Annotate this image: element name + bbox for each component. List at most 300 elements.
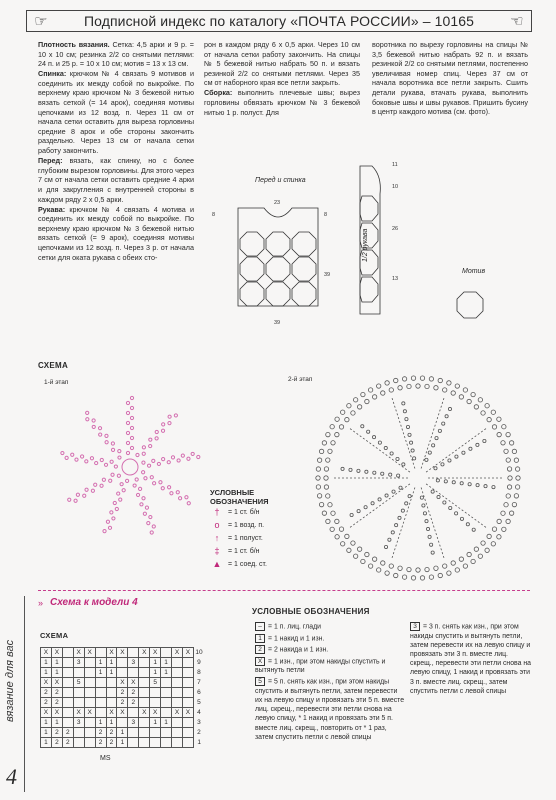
stage2-label: 2-й этап: [288, 376, 313, 383]
chain-stitch-mark: [112, 517, 115, 520]
chain-stitch-mark: [487, 417, 491, 421]
chain-stitch-mark: [155, 430, 158, 433]
knit-chart-cell: 1: [41, 668, 52, 678]
knit-chart-cell: 2: [95, 728, 106, 738]
legend-symbol: ▲: [212, 559, 222, 569]
knit-legend-symbol: –: [255, 622, 265, 631]
chain-stitch-mark: [339, 425, 343, 429]
chain-stitch-mark: [95, 461, 98, 464]
chain-stitch-mark: [330, 527, 334, 531]
chain-stitch-mark: [130, 426, 133, 429]
chain-stitch-mark: [504, 503, 508, 507]
chain-stitch-mark: [91, 489, 94, 492]
knit-chart-cell: [106, 678, 117, 688]
chain-stitch-mark: [174, 414, 177, 417]
knit-chart-cell: 2: [106, 728, 117, 738]
knit-chart-row: [41, 658, 205, 668]
chain-stitch-mark: [509, 441, 513, 445]
knit-chart-cell: 1: [51, 718, 62, 728]
dim-top-left: 8: [212, 212, 216, 218]
knit-chart-cell: 1: [150, 658, 161, 668]
chain-stitch-mark: [147, 464, 150, 467]
knit-chart-cell: [172, 658, 183, 668]
chain-stitch-mark: [114, 465, 117, 468]
knit-chart-cell: [139, 688, 150, 698]
chain-stitch-mark: [420, 576, 424, 580]
model4-title: Схема к модели 4: [50, 597, 138, 608]
schema-title: СХЕМА: [38, 361, 69, 370]
chain-stitch-mark: [90, 457, 93, 460]
chain-stitch-mark: [143, 512, 146, 515]
knit-chart-cell: [182, 738, 193, 748]
chain-stitch-mark: [115, 507, 118, 510]
knit-chart-cell: [172, 698, 183, 708]
knit-chart-row-number: 9: [197, 658, 201, 666]
chain-stitch-mark: [407, 567, 411, 571]
chain-stitch-mark: [159, 481, 162, 484]
chain-stitch-mark: [149, 438, 152, 441]
chain-stitch-mark: [162, 458, 165, 461]
knit-chart-cell: 1: [41, 658, 52, 668]
chain-stitch-mark: [71, 453, 74, 456]
chain-stitch-mark: [478, 554, 482, 558]
knit-chart-cell: [62, 708, 73, 718]
chain-stitch-mark: [353, 554, 357, 558]
knit-chart-cell: 1: [41, 738, 52, 748]
knit-chart-cell: 2: [41, 688, 52, 698]
chain-stitch-mark: [92, 425, 95, 428]
chain-stitch-mark: [106, 520, 109, 523]
col1-paragraph: Плотность вязания. Сетка: 4,5 арки и 9 р. = 10 х 10 см; резинка 2/2 со снятыми петлями: 24 п. и 25 р. = 10 х 10 см; мотив = 13 х 13 см.: [38, 40, 194, 69]
knit-chart-cell: 2: [106, 738, 117, 748]
chain-stitch-mark: [443, 388, 447, 392]
knit-chart-cell: 5: [73, 678, 84, 688]
chain-stitch-mark: [161, 487, 164, 490]
knit-legend-symbol: 5: [255, 677, 265, 686]
knit-chart-row-number: 5: [197, 698, 201, 706]
chain-stitch-mark: [381, 561, 385, 565]
side-rule: [24, 596, 25, 792]
chain-stitch-mark: [130, 396, 133, 399]
chain-stitch-mark: [438, 573, 442, 577]
knit-chart-row: [41, 738, 205, 748]
chain-stitch-mark: [118, 456, 121, 459]
chain-stitch-mark: [389, 388, 393, 392]
knit-chart-cell: [128, 738, 139, 748]
pointing-hand-left-icon: ☜: [510, 13, 524, 30]
knit-chart-cell: 2: [62, 738, 73, 748]
chain-stitch-mark: [345, 417, 349, 421]
knit-chart-cell: [182, 688, 193, 698]
knit-chart-row: [41, 728, 205, 738]
chain-stitch-mark: [197, 455, 200, 458]
chain-stitch-mark: [372, 557, 376, 561]
knit-chart-cell: [84, 678, 95, 688]
chain-stitch-mark: [319, 449, 323, 453]
knit-chart-cell: 1: [106, 668, 117, 678]
knit-legend-row: X = 1 изн., при этом накиды спустить и вытянуть петли: [255, 657, 386, 675]
chain-stitch-mark: [316, 476, 320, 480]
knit-chart-cell: X: [150, 708, 161, 718]
chain-stitch-mark: [76, 493, 79, 496]
chain-stitch-mark: [75, 458, 78, 461]
svg-text:13: 13: [392, 276, 399, 282]
stage2-circle-chart: [308, 368, 528, 588]
chain-stitch-mark: [516, 476, 520, 480]
chain-stitch-mark: [471, 392, 475, 396]
chain-stitch-mark: [319, 502, 323, 506]
knit-chart-row: [41, 718, 205, 728]
schema-legend-title: УСЛОВНЫЕ ОБОЗНАЧЕНИЯ: [210, 488, 269, 506]
chain-stitch-mark: [117, 474, 120, 477]
chain-stitch-mark: [491, 542, 495, 546]
chain-stitch-mark: [149, 444, 152, 447]
chain-stitch-mark: [497, 535, 501, 539]
knit-chart-cell: [73, 728, 84, 738]
knit-chart-cell: X: [172, 648, 183, 658]
chain-stitch-mark: [83, 494, 86, 497]
knit-chart-cell: [62, 678, 73, 688]
knit-chart-cell: X: [139, 648, 150, 658]
knit-chart-row: [41, 708, 205, 718]
dashed-separator: [38, 590, 530, 591]
chain-stitch-mark: [335, 535, 339, 539]
knit-chart-cell: X: [117, 648, 128, 658]
chain-stitch-mark: [451, 391, 455, 395]
chain-stitch-mark: [365, 399, 369, 403]
knit-chart-cell: [161, 698, 172, 708]
knit-chart-row-number: 1: [197, 738, 202, 746]
chain-stitch-mark: [120, 483, 123, 486]
motif-octagon: [240, 282, 264, 306]
chain-stitch-mark: [372, 395, 376, 399]
legend-row: [210, 519, 280, 532]
chain-stitch-mark: [455, 568, 459, 572]
chain-stitch-mark: [110, 511, 113, 514]
knit-chart-cell: [161, 738, 172, 748]
knit-chart-cell: X: [51, 678, 62, 688]
chain-stitch-mark: [136, 493, 139, 496]
chain-stitch-mark: [368, 564, 372, 568]
chain-stitch-mark: [326, 494, 330, 498]
chain-stitch-mark: [330, 425, 334, 429]
chain-stitch-mark: [168, 486, 171, 489]
knit-chart-cell: [128, 668, 139, 678]
model4-legend-left: [255, 622, 405, 744]
knit-chart-cell: X: [41, 708, 52, 718]
knit-chart-cell: [139, 658, 150, 668]
chain-stitch-mark: [142, 471, 145, 474]
chain-stitch-mark: [514, 458, 518, 462]
chain-stitch-mark: [340, 410, 344, 414]
knit-chart-cell: [84, 728, 95, 738]
knit-chart-cell: [62, 668, 73, 678]
chain-stitch-mark: [481, 541, 485, 545]
chain-stitch-mark: [324, 467, 328, 471]
col1-paragraph: Перед: вязать, как спинку, но с более глубоким вырезом горловины. Для этого через 7 см от начала сетки оставить средние 4 арки и для закругления с внутренней стороны в каждом ряду 2 х 0,5 арки.: [38, 156, 194, 204]
knit-legend-symbol: 3: [410, 622, 420, 631]
chain-stitch-mark: [515, 467, 519, 471]
legend-text: = 1 ст. б/н: [228, 548, 260, 555]
chain-stitch-mark: [463, 388, 467, 392]
knit-chart-row: [41, 698, 205, 708]
chain-stitch-mark: [130, 446, 133, 449]
knit-chart-cell: 2: [117, 698, 128, 708]
motif-octagon: [292, 257, 316, 281]
knit-chart-cell: X: [51, 708, 62, 718]
chain-stitch-mark: [317, 458, 321, 462]
chain-stitch-mark: [110, 460, 113, 463]
chain-stitch-mark: [512, 502, 516, 506]
knit-chart-cell: 1: [161, 668, 172, 678]
chain-stitch-mark: [126, 441, 129, 444]
knit-chart-cell: [150, 688, 161, 698]
motif-diagram: [455, 290, 485, 320]
knit-chart-cell: [95, 688, 106, 698]
svg-text:10: 10: [392, 184, 399, 190]
knit-chart-cell: [182, 718, 193, 728]
chain-stitch-mark: [485, 548, 489, 552]
chain-stitch-mark: [434, 386, 438, 390]
knit-chart-cell: 3: [128, 658, 139, 668]
chain-stitch-mark: [177, 459, 180, 462]
chain-stitch-mark: [331, 511, 335, 515]
chain-stitch-mark: [398, 566, 402, 570]
knit-chart-cell: X: [41, 678, 52, 688]
chain-stitch-mark: [416, 568, 420, 572]
knit-chart-cell: 1: [95, 658, 106, 668]
chain-stitch-mark: [150, 476, 153, 479]
knit-chart-cell: 3: [128, 718, 139, 728]
chain-stitch-mark: [68, 498, 71, 501]
chain-stitch-mark: [65, 456, 68, 459]
knit-chart-cell: X: [117, 678, 128, 688]
legend-text: = 1 ст. б/н: [228, 509, 260, 516]
chain-stitch-mark: [339, 527, 343, 531]
chain-stitch-mark: [335, 519, 339, 523]
knit-chart-cell: [161, 728, 172, 738]
knit-chart-cell: 2: [51, 738, 62, 748]
chain-stitch-mark: [181, 454, 184, 457]
chain-stitch-mark: [162, 423, 165, 426]
chain-stitch-mark: [501, 441, 505, 445]
knit-chart-cell: 2: [62, 728, 73, 738]
chain-stitch-mark: [85, 488, 88, 491]
knit-chart-cell: [172, 678, 183, 688]
dim-top-mid: 23: [274, 200, 281, 206]
knit-chart-cell: [161, 648, 172, 658]
chain-stitch-mark: [140, 503, 143, 506]
knit-chart-cell: 1: [117, 728, 128, 738]
chain-stitch-mark: [142, 497, 145, 500]
chain-stitch-mark: [361, 392, 365, 396]
knit-chart-cell: X: [73, 648, 84, 658]
chain-stitch-mark: [86, 411, 89, 414]
chain-stitch-mark: [502, 527, 506, 531]
chain-stitch-mark: [86, 418, 89, 421]
knit-chart-cell: [150, 738, 161, 748]
text-column-1: [38, 40, 194, 263]
chain-stitch-mark: [118, 450, 121, 453]
chain-stitch-mark: [389, 564, 393, 568]
knit-chart-cell: 3: [73, 718, 84, 728]
knit-legend-symbol: 2: [255, 645, 265, 654]
chain-stitch-mark: [385, 571, 389, 575]
dim-height: 39: [324, 272, 331, 278]
double-arrow-icon: »: [38, 598, 44, 608]
knit-chart-cell: 1: [161, 658, 172, 668]
knit-chart-cell: 2: [128, 688, 139, 698]
knit-chart-cell: [172, 738, 183, 748]
chain-stitch-mark: [471, 559, 475, 563]
knit-chart-cell: 1: [95, 668, 106, 678]
knit-chart-cell: [117, 668, 128, 678]
chain-stitch-mark: [111, 473, 114, 476]
legend-symbol: ↑: [214, 533, 220, 543]
chain-stitch-mark: [111, 442, 114, 445]
page-header: [26, 10, 532, 32]
chain-stitch-mark: [506, 519, 510, 523]
knit-chart-row: [41, 648, 205, 658]
chain-stitch-mark: [434, 566, 438, 570]
chain-stitch-mark: [126, 421, 129, 424]
chain-stitch-mark: [407, 384, 411, 388]
knit-chart-cell: [182, 658, 193, 668]
knit-legend-symbol: 1: [255, 634, 265, 643]
knit-chart-cell: [139, 728, 150, 738]
col2-paragraph: Сборка: выполнить плечевые швы; вырез горловины обвязать крючком № 3 бежевой нитью 1 р. полуст. Для: [204, 88, 360, 117]
knit-chart-cell: [161, 708, 172, 718]
knit-chart-cell: [128, 648, 139, 658]
knit-chart-cell: X: [106, 648, 117, 658]
knit-chart-cell: X: [128, 678, 139, 688]
legend-symbol: ‡: [214, 546, 220, 556]
chain-stitch-mark: [126, 451, 129, 454]
chain-stitch-mark: [104, 463, 107, 466]
chain-stitch-mark: [345, 534, 349, 538]
chain-stitch-mark: [98, 427, 101, 430]
knit-chart-cell: X: [51, 648, 62, 658]
chain-stitch-mark: [491, 410, 495, 414]
chain-stitch-mark: [147, 522, 150, 525]
legend-symbol: o: [214, 520, 220, 530]
chain-stitch-mark: [514, 494, 518, 498]
chain-stitch-mark: [103, 530, 106, 533]
chain-stitch-mark: [335, 417, 339, 421]
knit-chart-cell: 2: [51, 688, 62, 698]
chain-stitch-mark: [506, 432, 510, 436]
knit-chart-cell: X: [41, 648, 52, 658]
chain-stitch-mark: [94, 483, 97, 486]
legend-text: = 1 полуст.: [228, 535, 263, 542]
knit-legend-row: 3 = 3 п. снять как изн., при этом накиды спустить и вытянуть петли, затем перевести их на левую спицу и провязать эти 3 п. вместе лиц. скрещ., перевести эти петли снова на левую спицу, 1 накид и провязать эти 3 п. вместе лиц. скрещ., затем спустить петли с левой спицы: [410, 623, 532, 695]
chain-stitch-mark: [506, 458, 510, 462]
chain-stitch-mark: [459, 557, 463, 561]
chain-stitch-mark: [497, 432, 501, 436]
chain-stitch-mark: [515, 485, 519, 489]
chain-stitch-mark: [102, 478, 105, 481]
chain-stitch-mark: [150, 531, 153, 534]
knit-legend-symbol: X: [255, 657, 265, 666]
chain-stitch-mark: [347, 404, 351, 408]
motif-label: Мотив: [462, 268, 486, 275]
chain-stitch-mark: [133, 484, 136, 487]
legend-row: [210, 558, 280, 571]
chain-stitch-mark: [126, 431, 129, 434]
knit-chart-cell: [95, 648, 106, 658]
knit-chart-cell: 1: [161, 718, 172, 728]
chain-stitch-mark: [153, 482, 156, 485]
chain-stitch-mark: [376, 568, 380, 572]
chain-stitch-mark: [429, 377, 433, 381]
col2-paragraph: рон в каждом ряду 6 х 0,5 арки. Через 10 см от начала сетки работу закончить. На спицы № 5 бежевой нитью набрать 50 п. и вязать резинкой 2/2 со снятыми петлями. Через 35 см от наборного края все петли закрыть.: [204, 40, 360, 88]
legend-row: [210, 532, 280, 545]
chain-stitch-mark: [135, 478, 138, 481]
knit-chart-row-number: 8: [197, 668, 201, 676]
schema-legend: [210, 488, 280, 571]
chain-stitch-mark: [187, 457, 190, 460]
chain-stitch-mark: [328, 449, 332, 453]
chain-stitch-mark: [80, 455, 83, 458]
text-column-2: [204, 40, 360, 118]
knit-chart-row-number: 6: [197, 688, 201, 696]
chain-stitch-mark: [353, 398, 357, 402]
knit-chart-cell: 5: [150, 678, 161, 688]
chain-stitch-mark: [324, 476, 328, 480]
chain-stitch-mark: [467, 399, 471, 403]
page-header-title: Подписной индекс по каталогу «ПОЧТА РОССИИ» – 10165: [83, 13, 475, 29]
knit-chart-cell: 2: [51, 698, 62, 708]
chain-stitch-mark: [368, 388, 372, 392]
knit-chart-cell: 1: [51, 658, 62, 668]
knit-chart-cell: [139, 698, 150, 708]
chain-stitch-mark: [502, 425, 506, 429]
knit-chart-cell: [182, 698, 193, 708]
chain-stitch-mark: [411, 376, 415, 380]
chain-stitch-mark: [506, 494, 510, 498]
chain-stitch-mark: [365, 552, 369, 556]
knit-chart-cell: [73, 738, 84, 748]
side-magazine-title: вязание для вас: [4, 639, 16, 723]
knit-chart-cell: [139, 738, 150, 748]
motif-octagon: [292, 232, 316, 256]
chain-stitch-mark: [376, 384, 380, 388]
knit-chart-cell: [73, 668, 84, 678]
chain-stitch-mark: [497, 519, 501, 523]
knit-chart-cell: [139, 678, 150, 688]
svg-text:26: 26: [392, 226, 399, 232]
knit-chart-cell: [106, 698, 117, 708]
legend-text: = 1 возд. п.: [228, 522, 265, 529]
legend-row: [210, 506, 280, 519]
chain-stitch-mark: [420, 376, 424, 380]
chain-stitch-mark: [105, 441, 108, 444]
text-column-3: [372, 40, 528, 117]
knit-chart-cell: [84, 738, 95, 748]
chain-stitch-mark: [474, 405, 478, 409]
chain-stitch-mark: [402, 575, 406, 579]
knit-chart-cell: [95, 678, 106, 688]
knit-chart-row-number: 3: [197, 718, 201, 726]
chain-stitch-mark: [117, 492, 120, 495]
chain-stitch-mark: [99, 433, 102, 436]
knit-chart-cell: 1: [106, 718, 117, 728]
page-number: 4: [6, 764, 17, 789]
chain-stitch-mark: [122, 489, 125, 492]
knit-chart-row-number: 7: [197, 678, 201, 686]
chain-stitch-mark: [316, 467, 320, 471]
knit-chart-cell: 1: [106, 658, 117, 668]
